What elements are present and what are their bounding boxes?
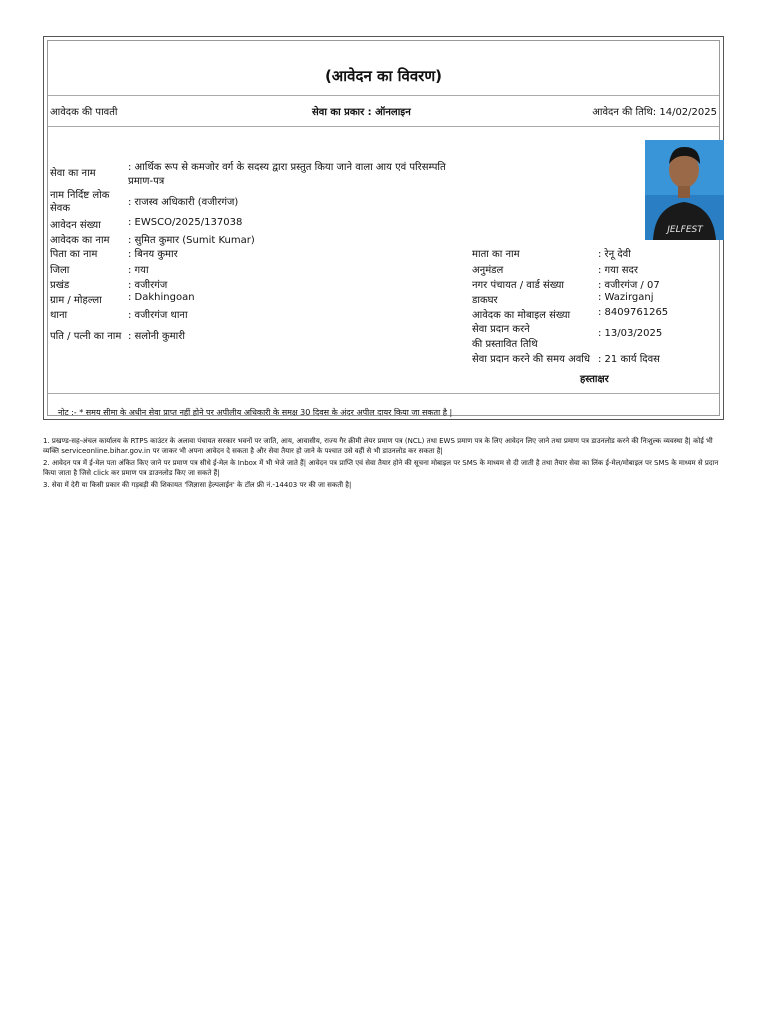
mother-name-value: : रेनू देवी xyxy=(598,249,631,260)
header-service-type: सेवा का प्रकार : ऑनलाइन xyxy=(312,107,411,118)
proposed-date-label-cont: की प्रस्तावित तिथि xyxy=(472,339,538,350)
officer-value: : राजस्व अधिकारी (वजीरगंज) xyxy=(128,197,239,208)
officer-label: नाम निर्दिष्ट लोक xyxy=(50,190,110,201)
divider xyxy=(48,126,719,127)
page-title: (आवेदन का विवरण) xyxy=(324,67,443,85)
service-duration-label: सेवा प्रदान करने की समय अवधि xyxy=(472,354,591,365)
photo-tshirt-text: JELFEST xyxy=(667,225,703,235)
applicant-name-value: : सुमित कुमार (Sumit Kumar) xyxy=(128,235,255,246)
mother-name-label: माता का नाम xyxy=(472,249,520,260)
acknowledgement-frame xyxy=(43,36,724,420)
service-name-label: सेवा का नाम xyxy=(50,168,96,179)
mobile-label: आवेदक का मोबाइल संख्या xyxy=(472,310,571,321)
proposed-date-label: सेवा प्रदान करने xyxy=(472,324,530,335)
subdivision-value: : गया सदर xyxy=(598,265,638,276)
application-number-label: आवेदन संख्या xyxy=(50,220,101,231)
person-photo-icon xyxy=(645,140,724,240)
footnote-1: 1. प्रखण्ड-सह-अंचल कार्यालय के RTPS काउंटर के अलावा पंचायत सरकार भवनों पर जाति, आय, आवासीय, राज्य गैर क्रीमी लेयर प्रमाण पत्र (NCL) तथा EWS प्रमाण पत्र के लिए आवेदन लिए जाने तथा प्रमाण पत्र डाउनलोड करने की निःशुल्क व्यवस्था है| कोई भी व्यक्ति serviceonline.bihar.gov.in पर जाकर भी अपना आवेदन दे सकता है और सेवा तैयार हो जाने के पश्चात उसे वहीं से भी डाउनलोड कर सकता है| xyxy=(43,437,713,455)
spouse-name-value: : सलोनी कुमारी xyxy=(128,331,185,342)
applicant-photo xyxy=(645,140,724,240)
block-value: : वजीरगंज xyxy=(128,280,168,291)
header-application-date: आवेदन की तिथि: 14/02/2025 xyxy=(592,107,717,118)
divider xyxy=(48,95,719,96)
ward-value: : वजीरगंज / 07 xyxy=(598,280,660,291)
divider xyxy=(48,393,719,394)
officer-label-cont: सेवक xyxy=(50,203,70,214)
signature-label: हस्ताक्षर xyxy=(580,374,609,385)
village-label: ग्राम / मोहल्ला xyxy=(50,295,102,306)
mobile-value: : 8409761265 xyxy=(598,307,669,318)
service-name-value-cont: प्रमाण-पत्र xyxy=(128,176,165,187)
post-office-value: : Wazirganj xyxy=(598,292,654,303)
village-value: : Dakhingoan xyxy=(128,292,195,303)
applicant-name-label: आवेदक का नाम xyxy=(50,235,110,246)
district-label: जिला xyxy=(50,265,70,276)
proposed-date-value: : 13/03/2025 xyxy=(598,328,663,339)
father-name-label: पिता का नाम xyxy=(50,249,98,260)
police-station-value: : वजीरगंज थाना xyxy=(128,310,188,321)
header-receipt-label: आवेदक की पावती xyxy=(50,107,118,118)
ward-label: नगर पंचायत / वार्ड संख्या xyxy=(472,280,564,291)
post-office-label: डाकघर xyxy=(472,295,498,306)
spouse-name-label: पति / पत्नी का नाम xyxy=(50,331,122,342)
service-name-value: : आर्थिक रूप से कमजोर वर्ग के सदस्य द्वारा प्रस्तुत किया जाने वाला आय एवं परिसम्पति xyxy=(128,162,446,173)
footnote-2: 2. आवेदन पत्र में ई-मेल पता अंकित किए जाने पर प्रमाण पत्र सीधे ई-मेल के Inbox में भी भेजे जाते हैं| आवेदन पत्र प्राप्ति एवं सेवा तैयार होने की सूचना मोबाइल पर SMS के माध्यम से दी जाती है तथा तैयार सेवा का लिंक ई-मेल/मोबाइल पर SMS के माध्यम से प्रदान किया जाता है जिसे click कर प्रमाण पत्र डाउनलोड किए जा सकते हैं| xyxy=(43,459,719,477)
acknowledgement-inner-border xyxy=(47,40,720,416)
police-station-label: थाना xyxy=(50,310,68,321)
footnote-3: 3. सेवा में देरी या किसी प्रकार की गड़बड़ी की शिकायत 'जिज्ञासा हेल्पलाईन' के टॉल फ्री नं.-14403 पर की जा सकती है| xyxy=(43,481,352,489)
subdivision-label: अनुमंडल xyxy=(472,265,504,276)
block-label: प्रखंड xyxy=(50,280,70,291)
appeal-note: नोट :- * समय सीमा के अधीन सेवा प्राप्त नहीं होने पर अपीलीय अधिकारी के समक्ष 30 दिवस के अंदर अपील दायर किया जा सकता है | xyxy=(58,408,453,417)
district-value: : गया xyxy=(128,265,149,276)
service-duration-value: : 21 कार्य दिवस xyxy=(598,354,660,365)
father-name-value: : बिनय कुमार xyxy=(128,249,178,260)
application-number-value: : EWSCO/2025/137038 xyxy=(128,217,243,228)
